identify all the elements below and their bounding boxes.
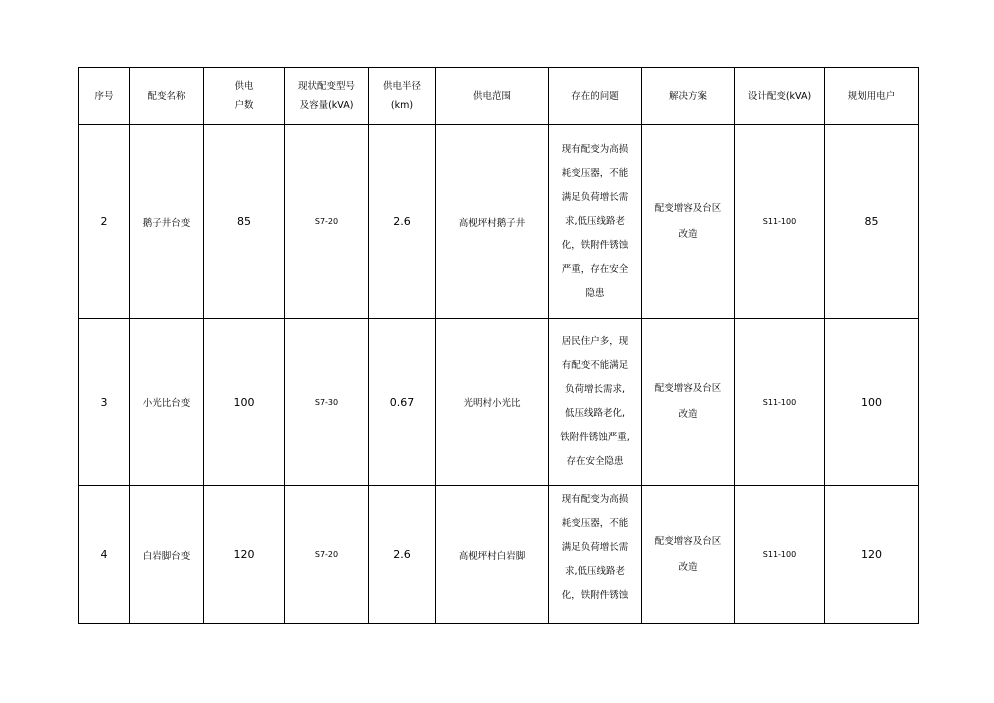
- cell-supply-area: 光明村小光比: [436, 319, 549, 486]
- cell-current-model: S7-30: [285, 319, 369, 486]
- table-row: [79, 125, 919, 319]
- cell-supply-radius: 2.6: [369, 125, 436, 319]
- cell-design-transformer: S11-100: [735, 125, 825, 319]
- cell-index: 4: [79, 486, 130, 624]
- cell-design-transformer: S11-100: [735, 486, 825, 624]
- cell-transformer-name: 白岩脚台变: [130, 486, 204, 624]
- cell-supply-area: 高枧坪村鹅子井: [436, 125, 549, 319]
- header-issues: 存在的问题: [549, 68, 642, 125]
- cell-supply-area: 高枧坪村白岩脚: [436, 486, 549, 624]
- cell-solution: 配变增容及台区 改造: [642, 319, 735, 486]
- cell-current-model: S7-20: [285, 125, 369, 319]
- header-supply-area: 供电范围: [436, 68, 549, 125]
- header-current-model: 现状配变型号 及容量(kVA): [285, 68, 369, 125]
- header-transformer-name: 配变名称: [130, 68, 204, 125]
- distribution-transformer-table: [78, 67, 919, 624]
- cell-index: 2: [79, 125, 130, 319]
- cell-planned-households: 120: [825, 486, 919, 624]
- cell-issues: 居民住户多，现 有配变不能满足 负荷增长需求, 低压线路老化, 铁附件锈蚀严重, 存在安全隐患: [549, 319, 642, 486]
- cell-transformer-name: 鹅子井台变: [130, 125, 204, 319]
- cell-households: 120: [204, 486, 285, 624]
- cell-planned-households: 100: [825, 319, 919, 486]
- header-supply-radius: 供电半径 (km): [369, 68, 436, 125]
- cell-solution: 配变增容及台区 改造: [642, 125, 735, 319]
- cell-households: 100: [204, 319, 285, 486]
- header-households: 供电 户数: [204, 68, 285, 125]
- cell-index: 3: [79, 319, 130, 486]
- header-planned-households: 规划用电户: [825, 68, 919, 125]
- cell-solution: 配变增容及台区 改造: [642, 486, 735, 624]
- cell-current-model: S7-20: [285, 486, 369, 624]
- cell-design-transformer: S11-100: [735, 319, 825, 486]
- cell-supply-radius: 0.67: [369, 319, 436, 486]
- cell-planned-households: 85: [825, 125, 919, 319]
- cell-supply-radius: 2.6: [369, 486, 436, 624]
- table-row: [79, 319, 919, 486]
- cell-issues: 现有配变为高损 耗变压器，不能 满足负荷增长需 求,低压线路老 化，铁附件锈蚀: [549, 486, 642, 624]
- cell-issues: 现有配变为高损 耗变压器，不能 满足负荷增长需 求,低压线路老 化，铁附件锈蚀 严重，存在安全 隐患: [549, 125, 642, 319]
- table-row: [79, 486, 919, 624]
- header-index: 序号: [79, 68, 130, 125]
- header-solution: 解决方案: [642, 68, 735, 125]
- cell-transformer-name: 小光比台变: [130, 319, 204, 486]
- cell-households: 85: [204, 125, 285, 319]
- header-design-transformer: 设计配变(kVA): [735, 68, 825, 125]
- table-header-row: [79, 68, 919, 125]
